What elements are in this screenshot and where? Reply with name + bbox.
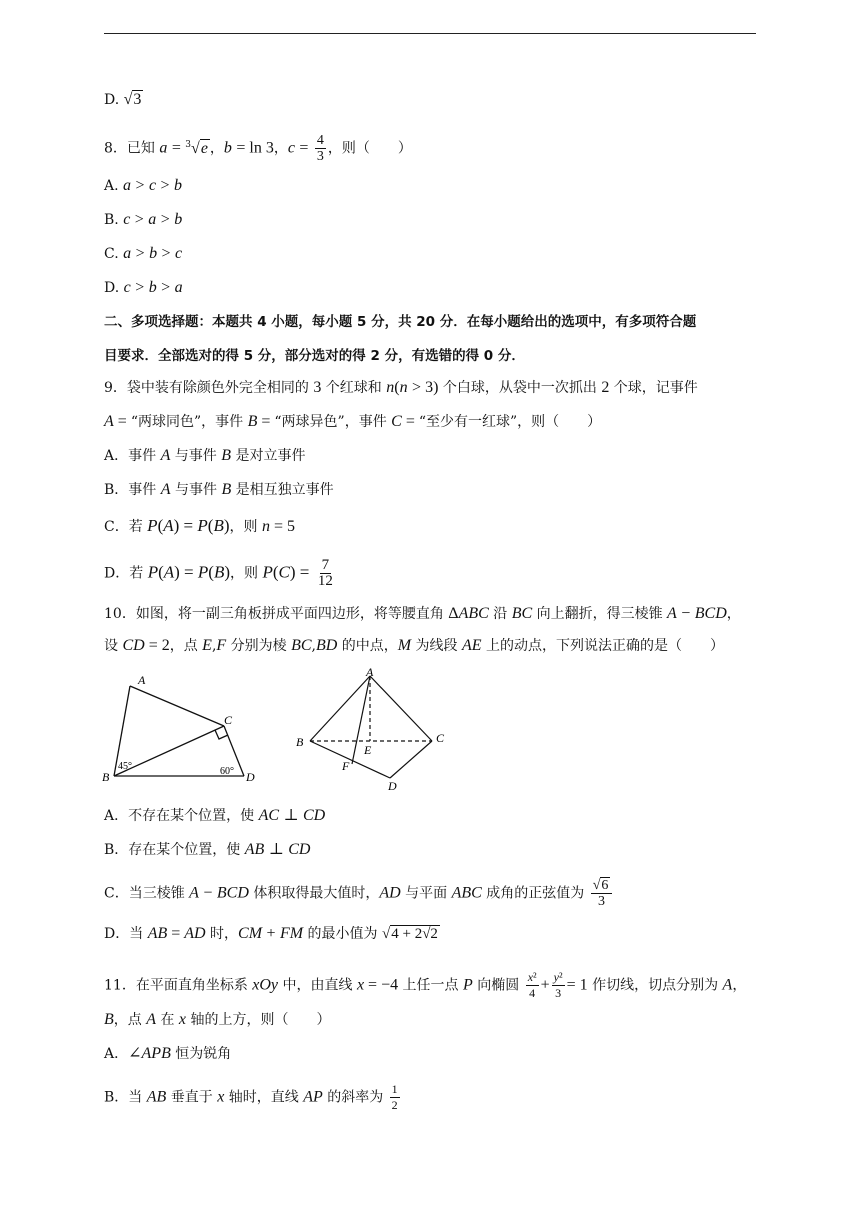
q10-option-c: C．当三棱锥 A − BCD 体积取得最大值时，AD 与平面 ABC 成角的正弦值为 $\frac{√6}{3}$ <box>104 878 614 909</box>
q11-option-b: B．当 AB 垂直于 x 轴时，直线 AP 的斜率为 $\frac{1}{2}$ <box>104 1082 398 1112</box>
q9-option-a: A．事件 A 与事件 B 是对立事件 <box>104 447 306 464</box>
figure-quadrilateral <box>100 668 270 788</box>
label-a: A <box>366 668 374 679</box>
q7-option-d: D. √3 <box>104 91 142 108</box>
q9-option-c: C．若 P(A) = P(B)，则 n = 5 <box>104 516 295 535</box>
label-e: E <box>364 743 372 757</box>
q8-stem: 8．已知 a = $^3$√e ，b = ln 3，c = $\frac{4}{3}$ ，则（ ） <box>104 133 412 164</box>
q10-option-b: B．存在某个位置，使 AB ⊥ CD <box>104 841 311 858</box>
header-rule <box>104 33 756 34</box>
label-angle-60: 60° <box>220 766 234 777</box>
edge-ac <box>370 676 432 741</box>
label-a: A <box>138 673 146 687</box>
label-c: C <box>224 713 233 727</box>
q10-option-a: A．不存在某个位置，使 AC ⊥ CD <box>104 807 326 824</box>
q9-option-b: B．事件 A 与事件 B 是相互独立事件 <box>104 481 334 498</box>
label-b: B <box>296 735 304 749</box>
q8-option-d: D. c > b > a <box>104 279 183 296</box>
sqrt-3: √3 <box>123 91 142 108</box>
q10-option-d: D．当 AB = AD 时，CM + FM 的最小值为 √4 + 2√2 <box>104 925 438 942</box>
label-angle-45: 45° <box>118 761 132 772</box>
section-2-heading-line1: 二、多项选择题：本题共 4 小题，每小题 5 分，共 20 分．在每小题给出的选项中，有多项符合题 <box>104 314 697 330</box>
q9-option-d: D．若 P(A) = P(B)，则 P(C) = $\frac{7}{12}$ <box>104 557 333 589</box>
q9-stem-line2: A = “两球同色”，事件 B = “两球异色”，事件 C = “至少有一红球”，则（ ） <box>104 413 602 430</box>
q10-stem-line2: 设 CD = 2，点 E,F 分别为棱 BC,BD 的中点，M 为线段 AE 上的动点，下列说法正确的是（ ） <box>104 637 725 654</box>
label-b: B <box>102 770 110 784</box>
q11-stem-line1: 11．在平面直角坐标系 xOy 中，由直线 x = −4 上任一点 P 向椭圆 $\frac{\text{x²}}{4}$ + $\frac{\text{y²}}{3}$ = 1 作切线，切点分别为 A， <box>104 970 747 1000</box>
q9-stem-line1: 9．袋中装有除颜色外完全相同的 3 个红球和 n(n > 3) 个白球，从袋中一次抓出 2 个球，记事件 <box>104 379 698 396</box>
q8-option-b: B. c > a > b <box>104 211 183 228</box>
section-2-heading-line2: 目要求．全部选对的得 5 分，部分选对的得 2 分，有选错的得 0 分． <box>104 348 525 364</box>
edge-ac <box>130 686 224 726</box>
q8-option-c: C. a > b > c <box>104 245 183 262</box>
q11-stem-line2: B，点 A 在 x 轴的上方，则（ ） <box>104 1011 331 1028</box>
figure-tetrahedron <box>290 668 460 796</box>
q10-stem-line1: 10．如图，将一副三角板拼成平面四边形，将等腰直角 ΔABC 沿 BC 向上翻折，得三棱锥 A − BCD， <box>104 605 741 622</box>
edge-dc <box>390 741 432 778</box>
q8-option-a: A. a > c > b <box>104 177 182 194</box>
label-d: D <box>246 770 255 784</box>
q11-option-a: A．∠APB 恒为锐角 <box>104 1045 232 1062</box>
edge-ab <box>310 676 370 741</box>
label-d: D <box>388 779 397 793</box>
label-c: C <box>436 731 445 745</box>
edge-bd <box>310 741 390 778</box>
label-f: F <box>342 759 350 773</box>
